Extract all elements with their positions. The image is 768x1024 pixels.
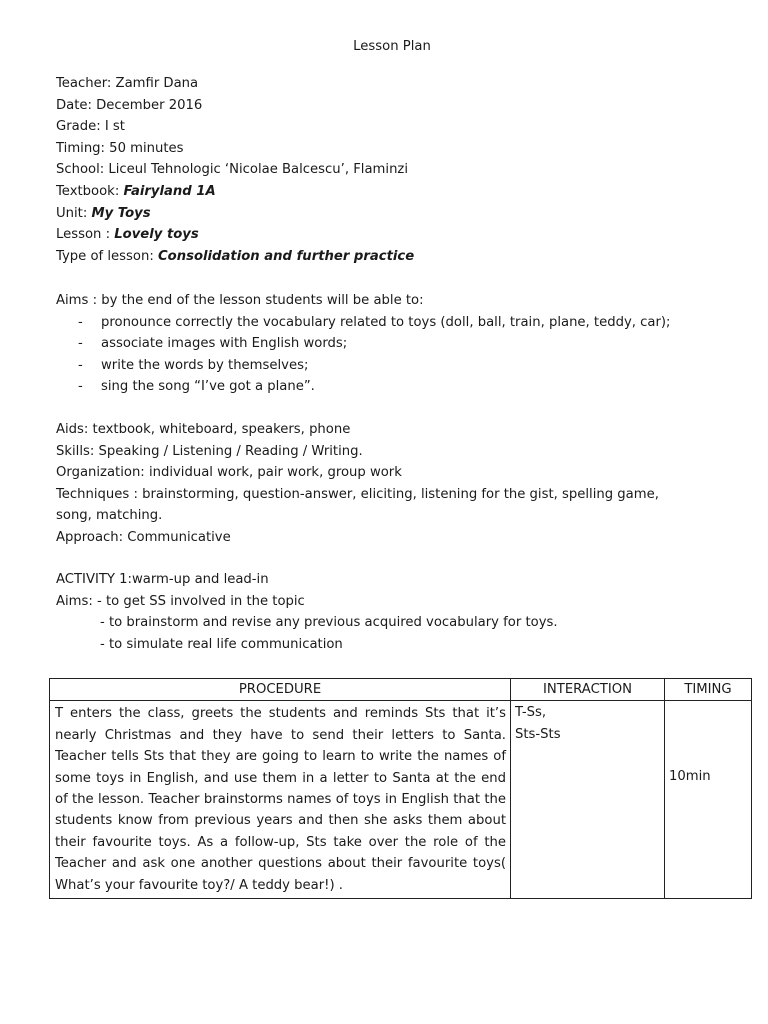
procedure-table	[49, 678, 752, 899]
procedure-header: PROCEDURE	[50, 679, 511, 701]
date-line: Date: December 2016	[56, 97, 203, 113]
activity-section	[56, 569, 726, 655]
lesson-details	[56, 419, 726, 549]
activity-heading: ACTIVITY 1:warm-up and lead-in	[56, 572, 269, 587]
lesson-line	[56, 224, 726, 246]
school-line: School: Liceul Tehnologic ‘Nicolae Balcescu’, Flaminzi	[56, 162, 409, 178]
unit-line	[56, 203, 726, 225]
textbook-value: Fairyland 1A	[123, 183, 216, 199]
table-row	[50, 701, 752, 899]
textbook-line	[56, 181, 726, 203]
grade-line: Grade: I st	[56, 119, 125, 135]
lesson-label: Lesson :	[56, 227, 115, 243]
lesson-value: Lovely toys	[114, 227, 199, 243]
techniques-line-continued: song, matching.	[56, 508, 163, 524]
activity-aim: Aims: - to get SS involved in the topic	[56, 593, 305, 609]
table-header-row	[50, 679, 752, 701]
procedure-cell: T enters the class, greets the students and reminds Sts that it’s nearly Christmas and they have to send their letters to Santa. Teacher tells Sts that they are going to learn to write the names of some toys in English, and use them in a letter to Santa at the end of the lesson. Teacher brainstorms names of toys in English that the students know from previous years and then she asks them about their favourite toys. As a follow-up, Sts take over the role of the Teacher and ask one another questions about their favourite toys( What’s your favourite toy?/ A teddy bear!) .	[50, 701, 511, 899]
aims-list-item: - write the words by themselves;	[56, 355, 726, 377]
approach-line: Approach: Communicative	[56, 529, 231, 545]
interaction-cell	[511, 701, 665, 899]
aims-list-item: - sing the song “I’ve got a plane”.	[56, 376, 726, 398]
lesson-info	[56, 73, 726, 267]
aims-list-item: - pronounce correctly the vocabulary related to toys (doll, ball, train, plane, teddy, car);	[56, 312, 726, 334]
interaction-item: Sts-Sts	[515, 726, 561, 742]
activity-aim: - to brainstorm and revise any previous acquired vocabulary for toys.	[100, 615, 558, 631]
unit-label: Unit:	[56, 205, 92, 221]
aims-intro: Aims : by the end of the lesson students will be able to:	[56, 293, 424, 308]
organization-line: Organization: individual work, pair work, group work	[56, 465, 402, 481]
lesson-type-line	[56, 246, 726, 268]
unit-value: My Toys	[91, 205, 151, 221]
aims-section	[56, 290, 726, 398]
teacher-line: Teacher: Zamfir Dana	[56, 76, 199, 91]
aims-list-item: - associate images with English words;	[56, 333, 726, 355]
skills-line: Skills: Speaking / Listening / Reading / Writing.	[56, 443, 363, 459]
activity-aim: - to simulate real life communication	[100, 636, 343, 652]
interaction-header: INTERACTION	[511, 679, 665, 701]
page-title: Lesson Plan	[353, 39, 431, 54]
aids-line: Aids: textbook, whiteboard, speakers, phone	[56, 422, 351, 437]
timing-header: TIMING	[665, 679, 752, 701]
textbook-label: Textbook:	[56, 183, 124, 199]
aims-list	[56, 312, 726, 398]
lesson-type-value: Consolidation and further practice	[157, 248, 415, 264]
interaction-item: T-Ss,	[515, 705, 547, 721]
timing-cell: 10min	[665, 701, 752, 899]
timing-line: Timing: 50 minutes	[56, 140, 184, 156]
techniques-line: Techniques : brainstorming, question-answer, eliciting, listening for the gist, spelling game,	[56, 486, 659, 502]
lesson-type-label: Type of lesson:	[56, 248, 158, 264]
